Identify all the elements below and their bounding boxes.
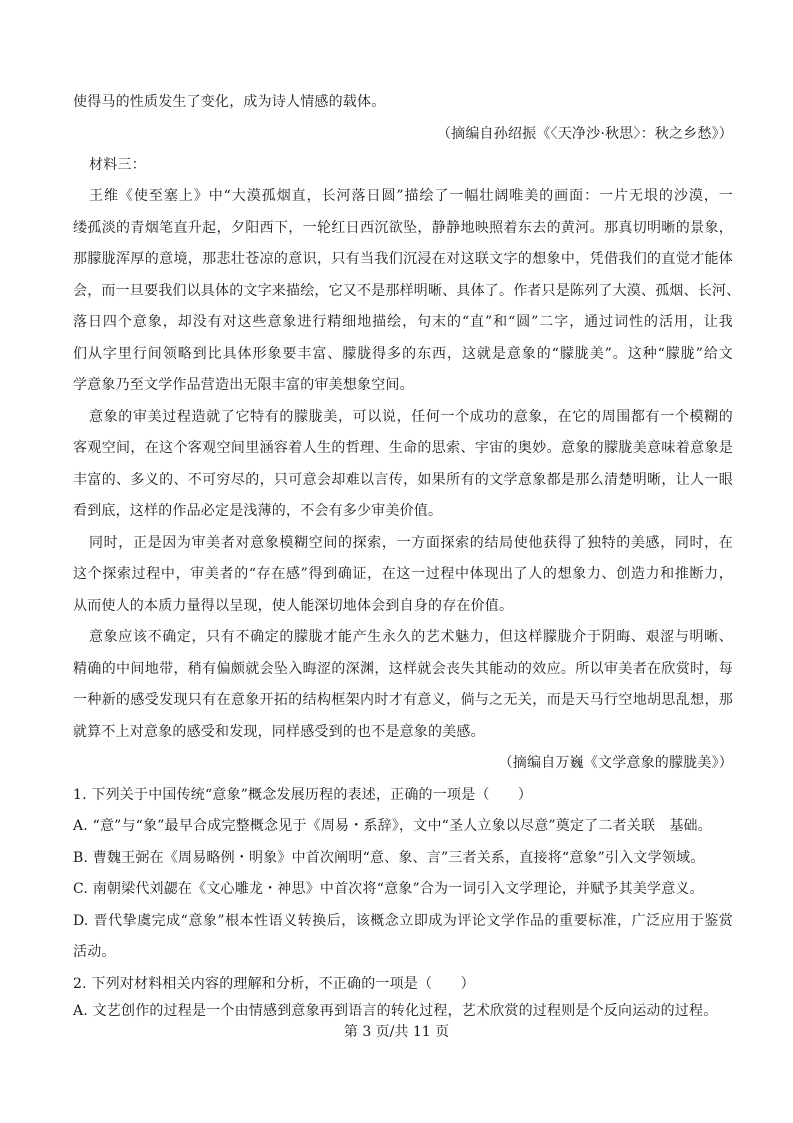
body-line: 使得马的性质发生了变化，成为诗人情感的载体。 <box>73 94 386 110</box>
source-citation: （摘编自万巍《文学意象的朦胧美》） <box>498 755 733 771</box>
body-line: 同时，正是因为审美者对意象模糊空间的探索，一方面探索的结局使他获得了独特的美感，同时，在 <box>89 535 733 551</box>
body-line: 精确的中间地带，稍有偏颇就会坠入晦涩的深渊，这样就会丧失其能动的效应。所以审美者在欣赏时，每 <box>73 661 733 677</box>
body-line: 就算不上对意象的感受和发现，同样感受到的也不是意象的美感。 <box>73 724 485 740</box>
body-line: 学意象乃至文学作品营造出无限丰富的审美想象空间。 <box>73 377 414 393</box>
option-b: B. 曹魏王弼在《周易略例・明象》中首次阐明“意、象、言”三者关系，直接将“意象”引入文学领域。 <box>73 850 705 866</box>
body-line: 从而使人的本质力量得以呈现，使人能深切地体会到自身的存在价值。 <box>73 598 514 614</box>
body-line: 王维《使至塞上》中“大漠孤烟直，长河落日圆”描绘了一幅壮阔唯美的画面：一片无垠的沙漠，一 <box>89 188 733 204</box>
body-line: 会，而一旦要我们以具体的文字来描绘，它又不是那样明晰、具体了。作者只是陈列了大漠、孤烟、长河、 <box>73 283 741 299</box>
body-line: 们从字里行间领略到比具体形象要丰富、朦胧得多的东西，这就是意象的“朦胧美”。这种“朦胧”给文 <box>73 346 733 362</box>
body-line: 客观空间，在这个客观空间里涵容着人生的哲理、生命的思索、宇宙的奥妙。意象的朦胧美意味着意象是 <box>73 440 733 456</box>
body-line: 意象应该不确定，只有不确定的朦胧才能产生永久的艺术魅力，但这样朦胧介于阴晦、艰涩与明晰、 <box>89 629 733 645</box>
body-line: 这个探索过程中，审美者的“存在感”得到确证，在这一过程中体现出了人的想象力、创造力和推断力， <box>73 566 733 582</box>
body-line: 看到底，这样的作品必定是浅薄的，不会有多少审美价值。 <box>73 503 443 519</box>
body-line: 缕孤淡的青烟笔直升起，夕阳西下，一轮红日西沉欲坠，静静地映照着东去的黄河。那真切明晰的景象， <box>73 220 733 236</box>
section-heading: 材料三： <box>89 157 146 173</box>
body-line: 落日四个意象，却没有对这些意象进行精细地描绘，句末的“直”和“圆”二字，通过词性的活用，让我 <box>73 314 733 330</box>
body-line: 那朦胧浑厚的意境，那悲壮苍凉的意识，只有当我们沉浸在对这联文字的想象中，凭借我们的直觉才能体 <box>73 251 733 267</box>
option-d-continued: 活动。 <box>73 944 116 960</box>
question-2: 2. 下列对材料相关内容的理解和分析，不正确的一项是（ ） <box>73 976 475 992</box>
body-line: 意象的审美过程造就了它特有的朦胧美，可以说，任何一个成功的意象，在它的周围都有一个模糊的 <box>89 409 733 425</box>
option-c: C. 南朝梁代刘勰在《文心雕龙・神思》中首次将“意象”合为一词引入文学理论，并赋予其美学意义。 <box>73 881 704 897</box>
option-d: D. 晋代挚虞完成“意象”根本性语义转换后，该概念立即成为评论文学作品的重要标准，广泛应用于鉴赏 <box>73 913 733 929</box>
option-a: A. “意”与“象”最早合成完整概念见于《周易・系辞》，文中“圣人立象以尽意”奠定了二者关联 基础。 <box>73 818 712 834</box>
source-citation: （摘编自孙绍振《〈天净沙·秋思〉：秋之乡愁》） <box>436 126 733 142</box>
question-1: 1. 下列关于中国传统“意象”概念发展历程的表述，正确的一项是（ ） <box>73 787 533 803</box>
body-line: 一种新的感受发现只有在意象开拓的结构框架内时才有意义，倘与之无关，而是天马行空地胡思乱想，那 <box>73 692 733 708</box>
page-footer: 第 3 页/共 11 页 <box>343 1024 450 1040</box>
body-line: 丰富的、多义的、不可穷尽的，只可意会却难以言传，如果所有的文学意象都是那么清楚明晰，让人一眼 <box>73 472 733 488</box>
option-a: A. 文艺创作的过程是一个由情感到意象再到语言的转化过程，艺术欣赏的过程则是个反向运动的过程。 <box>73 1003 718 1019</box>
